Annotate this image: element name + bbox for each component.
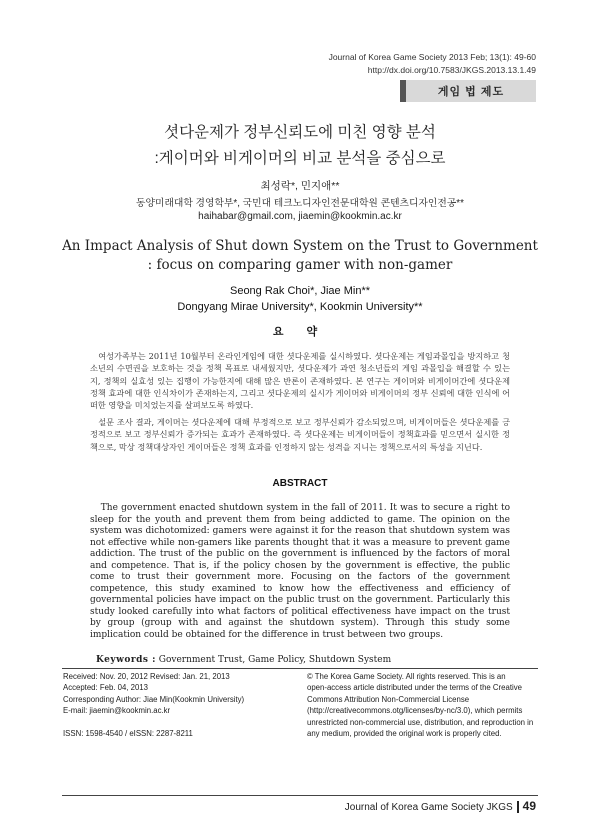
category-label: 게임 법 제도 xyxy=(437,86,505,98)
page-footer xyxy=(345,799,536,813)
license-line: unrestricted non-commercial use, distribution, and reproduction in xyxy=(307,717,534,727)
korean-abstract-heading: 요 약 xyxy=(272,326,328,338)
korean-abstract-paragraph-1: 여성가족부는 2011년 10월부터 온라인게임에 대한 셧다운제를 실시하였다. 셧다운제는 게임과몰입을 방지하고 청소년의 수면권을 보호하는 것을 정책 목표로 내세웠지만, 셧다운제가 과연 청소년들의 게임 과몰입을 해결할 수 있는지, 정책의 실효성 있는 집행이 가능한지에 대해 많은 반론이 존재하였다. 본 연구는 게이머와 비게이머간에 셧다운제 정책 효과에 대한 인식차이가 존재하는지, 그리고 셧다운제의 실시가 게이머와 비게이머의 정부 신뢰에 대한 인식에 어떠한 영향을 미치었는지를 살펴보도록 하였다. xyxy=(90,351,510,411)
keywords xyxy=(96,655,391,665)
keywords-label: Keywords : xyxy=(96,655,156,665)
korean-affiliations: 동양미래대학 경영학부*, 국민대 테크노디자인전문대학원 콘텐츠디자인전공** xyxy=(136,198,464,209)
footer-journal: Journal of Korea Game Society JKGS xyxy=(344,802,513,813)
korean-title-line2: :게이머와 비게이머의 비교 분석을 중심으로 xyxy=(154,150,446,167)
footer-divider xyxy=(62,795,538,796)
korean-title-line1: 셧다운제가 정부신뢰도에 미친 영향 분석 xyxy=(164,124,436,141)
issn: ISSN: 1598-4540 / eISSN: 2287-8211 xyxy=(63,729,193,739)
footer-separator xyxy=(517,801,519,813)
category-tag xyxy=(400,80,536,102)
corresponding-email: E-mail: jiaemin@kookmin.ac.kr xyxy=(63,706,171,716)
doi-link[interactable]: http://dx.doi.org/10.7583/JKGS.2013.13.1.49 xyxy=(367,65,536,75)
license-url-line[interactable]: (http://creativecommons.otg/licenses/by-nc/3.0), which permits xyxy=(307,706,523,716)
received-revised-dates: Received: Nov. 20, 2012 Revised: Jan. 21, 2013 xyxy=(63,672,230,681)
english-abstract-heading: ABSTRACT xyxy=(272,478,328,489)
author-emails: haihabar@gmail.com, jiaemin@kookmin.ac.kr xyxy=(198,211,402,222)
accepted-date: Accepted: Feb. 04, 2013 xyxy=(63,683,148,693)
page-number: 49 xyxy=(522,799,536,813)
english-affiliations: Dongyang Mirae University*, Kookmin University** xyxy=(177,301,423,313)
korean-abstract-paragraph-2: 설문 조사 결과, 게이머는 셧다운제에 대해 부정적으로 보고 정부신뢰가 감소되었으며, 비게이머들은 셧다운제를 긍정적으로 보고 정부신뢰가 증가되는 효과가 존재하였다. 즉 셧다운제는 비게이머들이 정책효과를 믿으면서 실시한 정책으로, 막상 정책대상자인 게이머들은 정책 효과를 인정하지 않는 성격을 지니는 정책으로서의 특성을 지닌다. xyxy=(90,417,510,452)
license-line: any medium, provided the original work is properly cited. xyxy=(307,729,502,739)
english-title-line2: : focus on comparing gamer with non-gamer xyxy=(147,257,453,273)
license-notice xyxy=(307,671,538,739)
journal-citation: Journal of Korea Game Society 2013 Feb; 13(1): 49-60 xyxy=(328,52,536,62)
corresponding-author: Corresponding Author: Jiae Min(Kookmin University) xyxy=(63,694,245,704)
english-title-line1: An Impact Analysis of Shut down System on the Trust to Government xyxy=(62,238,538,254)
license-line: © The Korea Game Society. All rights reserved. This is an xyxy=(307,672,506,681)
metadata-spacer xyxy=(63,717,283,728)
keywords-value: Government Trust, Game Policy, Shutdown System xyxy=(158,655,392,665)
article-metadata xyxy=(63,671,283,739)
divider xyxy=(62,668,538,669)
english-authors: Seong Rak Choi*, Jiae Min** xyxy=(229,285,371,297)
license-line: Commons Attribution Non-Commercial License xyxy=(307,694,470,704)
license-line: open-access article distributed under the terms of the Creative xyxy=(307,683,522,693)
english-abstract: The government enacted shutdown system in the fall of 2011. It was to secure a right to sleep for the youth and prevent them from being addicted to game. The opinion on the system was dichotomized: gamers were against it for the reason that shutdown system was not effective while non-gamers like parents thought that it was a measure to prevent game addiction. The trust of the public on the government is influenced by the factors of moral and competence. That is, if the policy chosen by the government is effective, the public come to trust their government more. Focusing on the factors of the government competence, this study examined to know how the effectiveness and efficiency of governmental policies have impact on the public trust on the government. Particularly this study looked carefully into what factors of political effectiveness have impact on the trust by group (group with and against the shutdown system). Through this study some implication could be obtained for the difference in trust between two groups. xyxy=(90,503,510,640)
korean-authors: 최성락*, 민지애** xyxy=(260,180,340,192)
